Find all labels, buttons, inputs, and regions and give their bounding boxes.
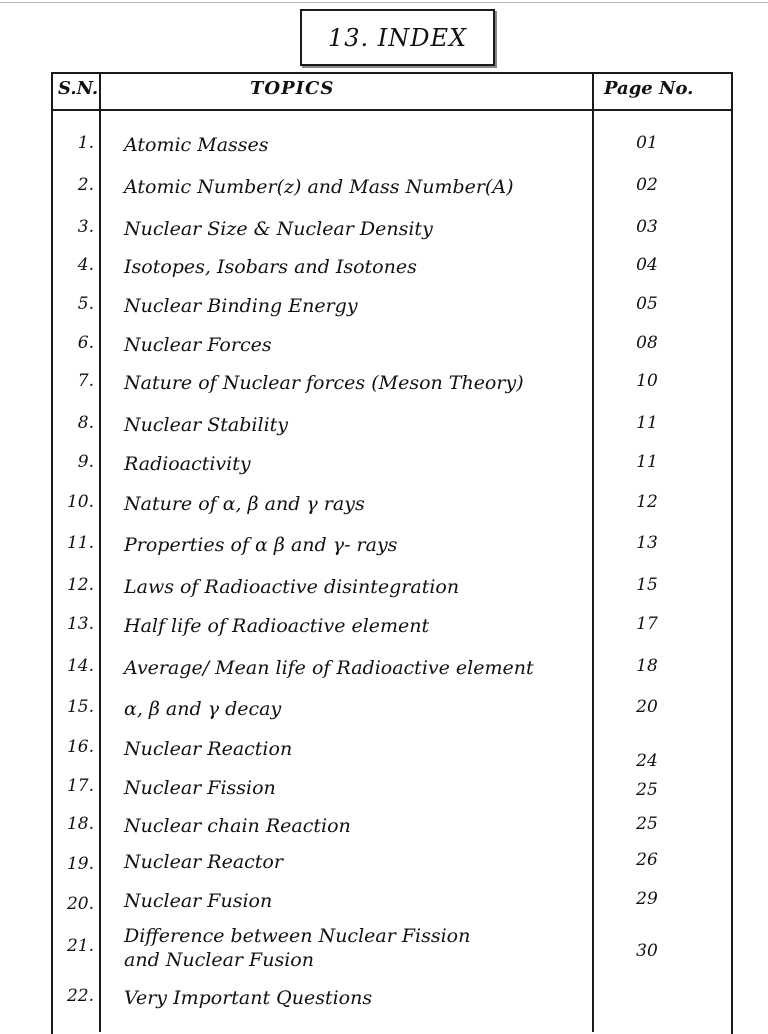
row-topic: Nuclear Size & Nuclear Density xyxy=(124,218,433,240)
row-sn: 11. xyxy=(66,533,94,553)
row-topic xyxy=(124,924,589,972)
row-topic: Nuclear Fusion xyxy=(124,890,273,912)
row-page: 08 xyxy=(636,333,658,353)
row-topic-line-2: and Nuclear Fusion xyxy=(124,949,314,971)
row-sn: 10. xyxy=(66,492,94,512)
row-sn: 7. xyxy=(77,371,94,391)
column-divider-page xyxy=(592,72,594,1032)
row-topic: Nuclear Stability xyxy=(124,414,289,436)
row-page: 03 xyxy=(636,217,658,237)
row-topic: Atomic Masses xyxy=(124,134,269,156)
row-topic-line-1: Difference between Nuclear Fission xyxy=(124,925,471,947)
row-page: 20 xyxy=(636,697,658,717)
row-topic: Isotopes, Isobars and Isotones xyxy=(124,256,417,278)
row-sn: 9. xyxy=(77,452,94,472)
row-topic: Radioactivity xyxy=(124,453,251,475)
header-page: Page No. xyxy=(604,78,694,99)
row-page: 25 xyxy=(636,814,658,834)
row-sn: 1. xyxy=(77,133,94,153)
row-topic: Nuclear Forces xyxy=(124,334,272,356)
row-page: 10 xyxy=(636,371,658,391)
row-sn: 12. xyxy=(66,575,94,595)
row-page: 04 xyxy=(636,255,658,275)
row-topic: Nuclear Reaction xyxy=(124,738,293,760)
row-page: 30 xyxy=(636,941,658,961)
row-sn: 6. xyxy=(77,333,94,353)
row-topic: Properties of α β and γ- rays xyxy=(124,534,398,556)
row-sn: 19. xyxy=(66,854,94,874)
row-sn: 4. xyxy=(77,255,94,275)
top-rule xyxy=(0,2,768,3)
row-topic: Nuclear chain Reaction xyxy=(124,815,351,837)
header-topics: TOPICS xyxy=(250,78,335,99)
row-page: 17 xyxy=(636,614,658,634)
header-divider xyxy=(51,109,731,111)
row-topic: α, β and γ decay xyxy=(124,698,282,720)
row-topic: Very Important Questions xyxy=(124,987,373,1009)
row-sn: 17. xyxy=(66,776,94,796)
row-topic: Nature of α, β and γ rays xyxy=(124,493,365,515)
row-sn: 15. xyxy=(66,697,94,717)
row-page: 25 xyxy=(636,780,658,800)
row-page: 01 xyxy=(636,133,658,153)
row-page: 15 xyxy=(636,575,658,595)
row-page: 11 xyxy=(636,452,658,472)
row-topic: Laws of Radioactive disintegration xyxy=(124,576,460,598)
row-topic: Average/ Mean life of Radioactive element xyxy=(124,657,534,679)
row-sn: 20. xyxy=(66,894,94,914)
row-topic: Atomic Number(z) and Mass Number(A) xyxy=(124,176,514,198)
row-sn: 18. xyxy=(66,814,94,834)
row-sn: 13. xyxy=(66,614,94,634)
row-page: 18 xyxy=(636,656,658,676)
row-topic: Nuclear Fission xyxy=(124,777,276,799)
row-topic: Half life of Radioactive element xyxy=(124,615,430,637)
row-topic: Nuclear Reactor xyxy=(124,851,283,873)
row-page: 29 xyxy=(636,889,658,909)
row-page: 12 xyxy=(636,492,658,512)
row-topic: Nuclear Binding Energy xyxy=(124,295,358,317)
page-title: 13. INDEX xyxy=(300,9,495,66)
row-sn: 22. xyxy=(66,986,94,1006)
row-sn: 16. xyxy=(66,737,94,757)
row-sn: 3. xyxy=(77,217,94,237)
row-sn: 14. xyxy=(66,656,94,676)
row-sn: 2. xyxy=(77,175,94,195)
row-sn: 8. xyxy=(77,413,94,433)
row-sn: 21. xyxy=(66,936,94,956)
row-page: 24 xyxy=(636,751,658,771)
row-topic: Nature of Nuclear forces (Meson Theory) xyxy=(124,372,524,394)
row-page: 11 xyxy=(636,413,658,433)
row-page: 02 xyxy=(636,175,658,195)
column-divider-sn xyxy=(99,72,101,1032)
row-sn: 5. xyxy=(77,294,94,314)
row-page: 13 xyxy=(636,533,658,553)
row-page: 26 xyxy=(636,850,658,870)
header-sn: S.N. xyxy=(58,78,99,99)
row-page: 05 xyxy=(636,294,658,314)
